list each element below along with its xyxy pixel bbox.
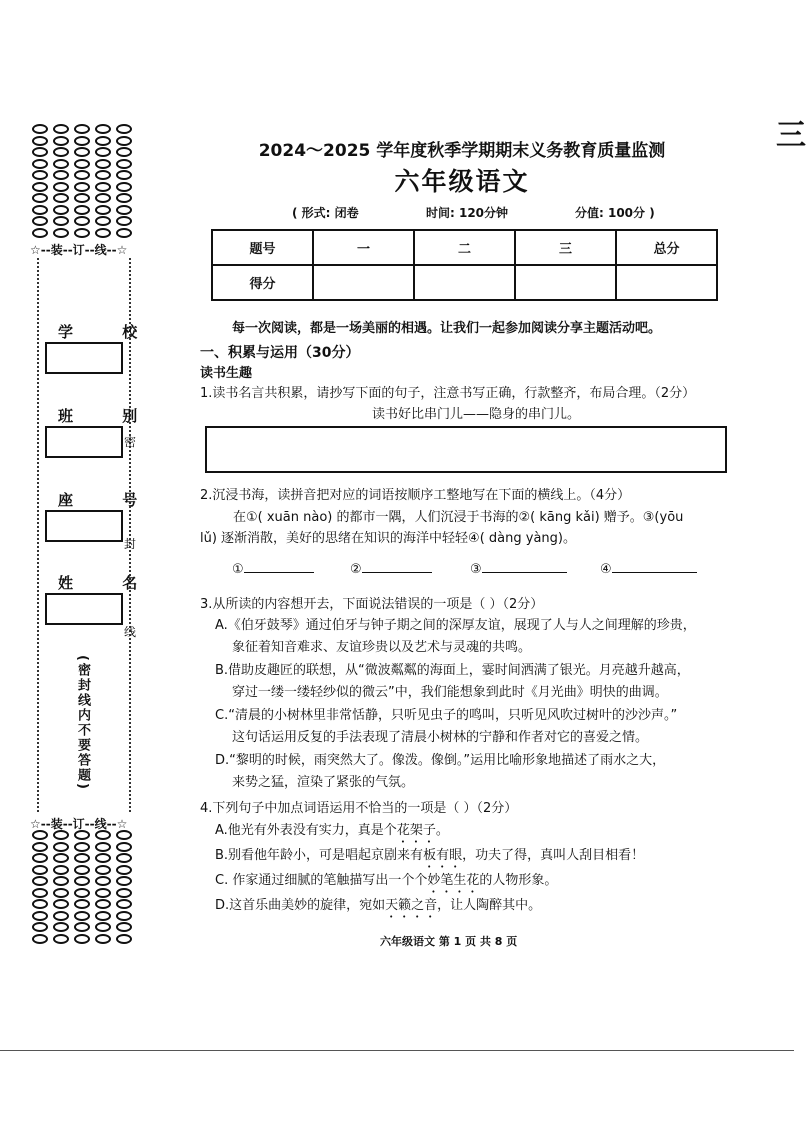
- circle-ornament: [95, 216, 111, 226]
- seal-char-mi: 密: [124, 435, 137, 449]
- binding-strip-bottom: [28, 830, 134, 945]
- option-text: D.这首乐曲美妙的旋律，宛如: [215, 898, 386, 913]
- answer-blank-3[interactable]: [470, 560, 567, 577]
- score-cell[interactable]: [616, 265, 717, 300]
- table-row-label: 得分: [212, 265, 313, 300]
- circle-ornament: [116, 830, 132, 840]
- score-cell[interactable]: [313, 265, 414, 300]
- circle-ornament: [95, 865, 111, 875]
- circle-ornament: [32, 205, 48, 215]
- circle-ornament: [53, 876, 69, 886]
- circle-ornament: [32, 934, 48, 944]
- option-a-line1: A.《伯牙鼓琴》通过伯牙与钟子期之间的深厚友谊，展现了人与人之间理解的珍贵，: [215, 618, 696, 633]
- option-d-line2: 来势之猛，渲染了紧张的气氛。: [232, 775, 415, 790]
- circle-ornament: [53, 934, 69, 944]
- circle-ornament: [53, 159, 69, 169]
- option-b-line1: B.借助皮趣匠的联想，从“微波粼粼的海面上，霎时间洒满了银光。月亮越升越高，: [215, 663, 690, 678]
- table-header-cell: 题号: [212, 230, 313, 265]
- score-cell[interactable]: [414, 265, 515, 300]
- circle-ornament: [32, 842, 48, 852]
- circle-ornament: [53, 842, 69, 852]
- intro-text: 每一次阅读，都是一场美丽的相遇。让我们一起参加阅读分享主题活动吧。: [232, 321, 662, 336]
- circle-ornament: [53, 922, 69, 932]
- circle-ornament: [95, 842, 111, 852]
- dotted-phrase: 天籁之音: [385, 898, 438, 913]
- table-row: [212, 230, 717, 265]
- table-header-cell: 总分: [616, 230, 717, 265]
- seal-note: (密封线内不要答题): [75, 655, 90, 791]
- circle-ornament: [116, 147, 132, 157]
- circle-ornament: [95, 159, 111, 169]
- circle-ornament: [53, 228, 69, 238]
- question-2-line2: lǔ) 逐渐消散，美好的思绪在知识的海洋中轻轻④( dàng yàng)。: [200, 531, 576, 546]
- score-table: [211, 229, 718, 301]
- circle-ornament: [116, 228, 132, 238]
- name-field[interactable]: [45, 593, 123, 625]
- question-2-text: 2.沉浸书海，读拼音把对应的词语按顺序工整地写在下面的横线上。（4分）: [200, 488, 631, 503]
- option-c-line2: 这句话运用反复的手法表现了清晨小树林的宁静和作者对它的喜爱之情。: [232, 730, 649, 745]
- circle-ornament: [74, 853, 90, 863]
- table-row: [212, 265, 717, 300]
- blank-marker: ③: [470, 562, 482, 577]
- circle-ornament: [53, 911, 69, 921]
- circle-ornament: [74, 136, 90, 146]
- q4-option-d: [215, 894, 541, 921]
- circle-ornament: [53, 899, 69, 909]
- circle-ornament: [116, 888, 132, 898]
- circle-ornament: [53, 147, 69, 157]
- circle-pattern-top: [28, 124, 142, 239]
- circle-ornament: [116, 865, 132, 875]
- circle-ornament: [53, 124, 69, 134]
- circle-ornament: [95, 934, 111, 944]
- circle-ornament: [116, 216, 132, 226]
- class-field[interactable]: [45, 426, 123, 458]
- section-title: 一、积累与运用（30分）: [200, 345, 360, 361]
- circle-ornament: [32, 182, 48, 192]
- name-label: 姓 名: [58, 574, 160, 592]
- option-text: 的人物形象。: [479, 873, 558, 888]
- option-text: A.他光有外表没有实力，真是个: [215, 823, 397, 838]
- page-footer: 六年级语文 第 1 页 共 8 页: [380, 935, 518, 948]
- exam-time: 时间: 120分钟: [426, 206, 509, 220]
- circle-ornament: [53, 888, 69, 898]
- blank-marker: ①: [232, 562, 244, 577]
- circle-ornament: [32, 216, 48, 226]
- answer-blank-2[interactable]: [350, 560, 432, 577]
- circle-ornament: [95, 124, 111, 134]
- option-text: ，功夫了得，真叫人刮目相看！: [462, 848, 645, 863]
- section-subtitle: 读书生趣: [200, 366, 253, 381]
- circle-ornament: [74, 899, 90, 909]
- question-3: 3.从所读的内容想开去，下面说法错误的一项是（ ）（2分）: [200, 597, 544, 612]
- dotted-phrase: 花架子: [396, 823, 436, 838]
- circle-ornament: [53, 170, 69, 180]
- circle-ornament: [116, 911, 132, 921]
- seat-field[interactable]: [45, 510, 123, 542]
- circle-ornament: [95, 830, 111, 840]
- circle-ornament: [116, 853, 132, 863]
- q4-option-a: [215, 819, 449, 846]
- seat-label: 座 号: [58, 491, 160, 509]
- circle-ornament: [32, 899, 48, 909]
- circle-ornament: [116, 205, 132, 215]
- option-text: B.别看他年龄小，可是唱起京剧来有: [215, 848, 424, 863]
- dotted-phrase: 板有眼: [423, 848, 463, 863]
- blank-marker: ②: [350, 562, 362, 577]
- circle-ornament: [32, 147, 48, 157]
- circle-ornament: [53, 205, 69, 215]
- circle-ornament: [95, 170, 111, 180]
- blank-marker: ④: [600, 562, 612, 577]
- circle-ornament: [53, 216, 69, 226]
- circle-ornament: [95, 899, 111, 909]
- circle-ornament: [32, 830, 48, 840]
- cut-line-top: ☆--装--订--线--☆: [30, 243, 128, 257]
- circle-ornament: [53, 830, 69, 840]
- circle-ornament: [53, 865, 69, 875]
- circle-ornament: [32, 193, 48, 203]
- circle-ornament: [74, 147, 90, 157]
- q4-option-c: [215, 869, 557, 896]
- answer-blank-1[interactable]: [232, 560, 314, 577]
- option-d-line1: D.“黎明的时候，雨突然大了。像泼。像倒。”运用比喻形象地描述了雨水之大，: [215, 753, 666, 768]
- circle-ornament: [32, 136, 48, 146]
- copy-answer-box[interactable]: [205, 426, 727, 473]
- circle-ornament: [53, 853, 69, 863]
- circle-ornament: [95, 228, 111, 238]
- circle-ornament: [74, 888, 90, 898]
- circle-ornament: [32, 865, 48, 875]
- circle-ornament: [116, 193, 132, 203]
- circle-ornament: [116, 159, 132, 169]
- circle-ornament: [95, 876, 111, 886]
- circle-ornament: [53, 193, 69, 203]
- class-label: 班 别: [58, 407, 160, 425]
- circle-ornament: [95, 182, 111, 192]
- circle-ornament: [116, 842, 132, 852]
- circle-ornament: [116, 899, 132, 909]
- circle-ornament: [95, 853, 111, 863]
- dotted-phrase: 妙笔生花: [427, 873, 480, 888]
- circle-ornament: [32, 159, 48, 169]
- circle-ornament: [74, 922, 90, 932]
- circle-ornament: [74, 830, 90, 840]
- table-header-cell: 一: [313, 230, 414, 265]
- circle-ornament: [32, 911, 48, 921]
- circle-ornament: [32, 853, 48, 863]
- circle-ornament: [95, 911, 111, 921]
- circle-ornament: [116, 136, 132, 146]
- question-2-line1: 在①( xuān nào) 的都市一隅，人们沉浸于书海的②( kāng kǎi) 赠予。③(yōu: [233, 510, 684, 525]
- option-b-line2: 穿过一缕一缕轻纱似的微云”中，我们能想象到此时《月光曲》明快的曲调。: [232, 685, 668, 700]
- school-field[interactable]: [45, 342, 123, 374]
- circle-ornament: [74, 228, 90, 238]
- circle-ornament: [116, 170, 132, 180]
- exam-title: 2024～2025 学年度秋季学期期末义务教育质量监测: [258, 141, 666, 161]
- seal-char-feng: 封: [124, 537, 137, 551]
- circle-ornament: [116, 124, 132, 134]
- circle-ornament: [53, 136, 69, 146]
- circle-ornament: [74, 124, 90, 134]
- circle-ornament: [95, 205, 111, 215]
- q4-option-b: [215, 844, 644, 871]
- corner-mark: 三: [776, 118, 806, 153]
- circle-ornament: [74, 205, 90, 215]
- score-cell[interactable]: [515, 265, 616, 300]
- circle-ornament: [32, 876, 48, 886]
- circle-ornament: [74, 842, 90, 852]
- circle-ornament: [53, 182, 69, 192]
- table-header-cell: 二: [414, 230, 515, 265]
- circle-ornament: [116, 934, 132, 944]
- school-label: 学 校: [58, 323, 160, 341]
- circle-ornament: [32, 922, 48, 932]
- circle-ornament: [116, 182, 132, 192]
- circle-ornament: [74, 182, 90, 192]
- circle-ornament: [74, 911, 90, 921]
- circle-ornament: [116, 922, 132, 932]
- option-text: ，让人陶醉其中。: [437, 898, 542, 913]
- circle-ornament: [74, 934, 90, 944]
- circle-ornament: [74, 865, 90, 875]
- circle-ornament: [74, 216, 90, 226]
- table-header-cell: 三: [515, 230, 616, 265]
- cut-line-bottom: ☆--装--订--线--☆: [30, 817, 128, 831]
- circle-ornament: [116, 876, 132, 886]
- answer-blank-4[interactable]: [600, 560, 697, 577]
- circle-ornament: [95, 136, 111, 146]
- subject-title: 六年级语文: [394, 167, 530, 196]
- circle-ornament: [32, 170, 48, 180]
- circle-ornament: [74, 193, 90, 203]
- option-text: 。: [435, 823, 449, 838]
- exam-form: ( 形式: 闭卷: [292, 206, 359, 220]
- page-divider: [0, 1050, 794, 1051]
- circle-ornament: [74, 876, 90, 886]
- circle-ornament: [95, 193, 111, 203]
- circle-ornament: [32, 124, 48, 134]
- question-4: 4.下列句子中加点词语运用不恰当的一项是（ ）（2分）: [200, 801, 518, 816]
- circle-ornament: [95, 922, 111, 932]
- circle-ornament: [95, 888, 111, 898]
- circle-ornament: [74, 159, 90, 169]
- question-1: 1.读书名言共积累，请抄写下面的句子，注意书写正确，行款整齐，布局合理。（2分）: [200, 386, 696, 401]
- circle-pattern-bottom: [28, 830, 134, 945]
- seal-char-xian: 线: [124, 625, 137, 639]
- circle-ornament: [32, 228, 48, 238]
- exam-score: 分值: 100分 ): [575, 206, 655, 220]
- circle-ornament: [74, 170, 90, 180]
- question-1-quote: 读书好比串门儿——隐身的串门儿。: [372, 407, 581, 422]
- option-text: C. 作家通过细腻的笔触描写出一个个: [215, 873, 428, 888]
- option-a-line2: 象征着知音难求、友谊珍贵以及艺术与灵魂的共鸣。: [232, 640, 532, 655]
- circle-ornament: [95, 147, 111, 157]
- circle-ornament: [32, 888, 48, 898]
- option-c-line1: C.“清晨的小树林里非常恬静，只听见虫子的鸣叫，只听见风吹过树叶的沙沙声。”: [215, 708, 678, 723]
